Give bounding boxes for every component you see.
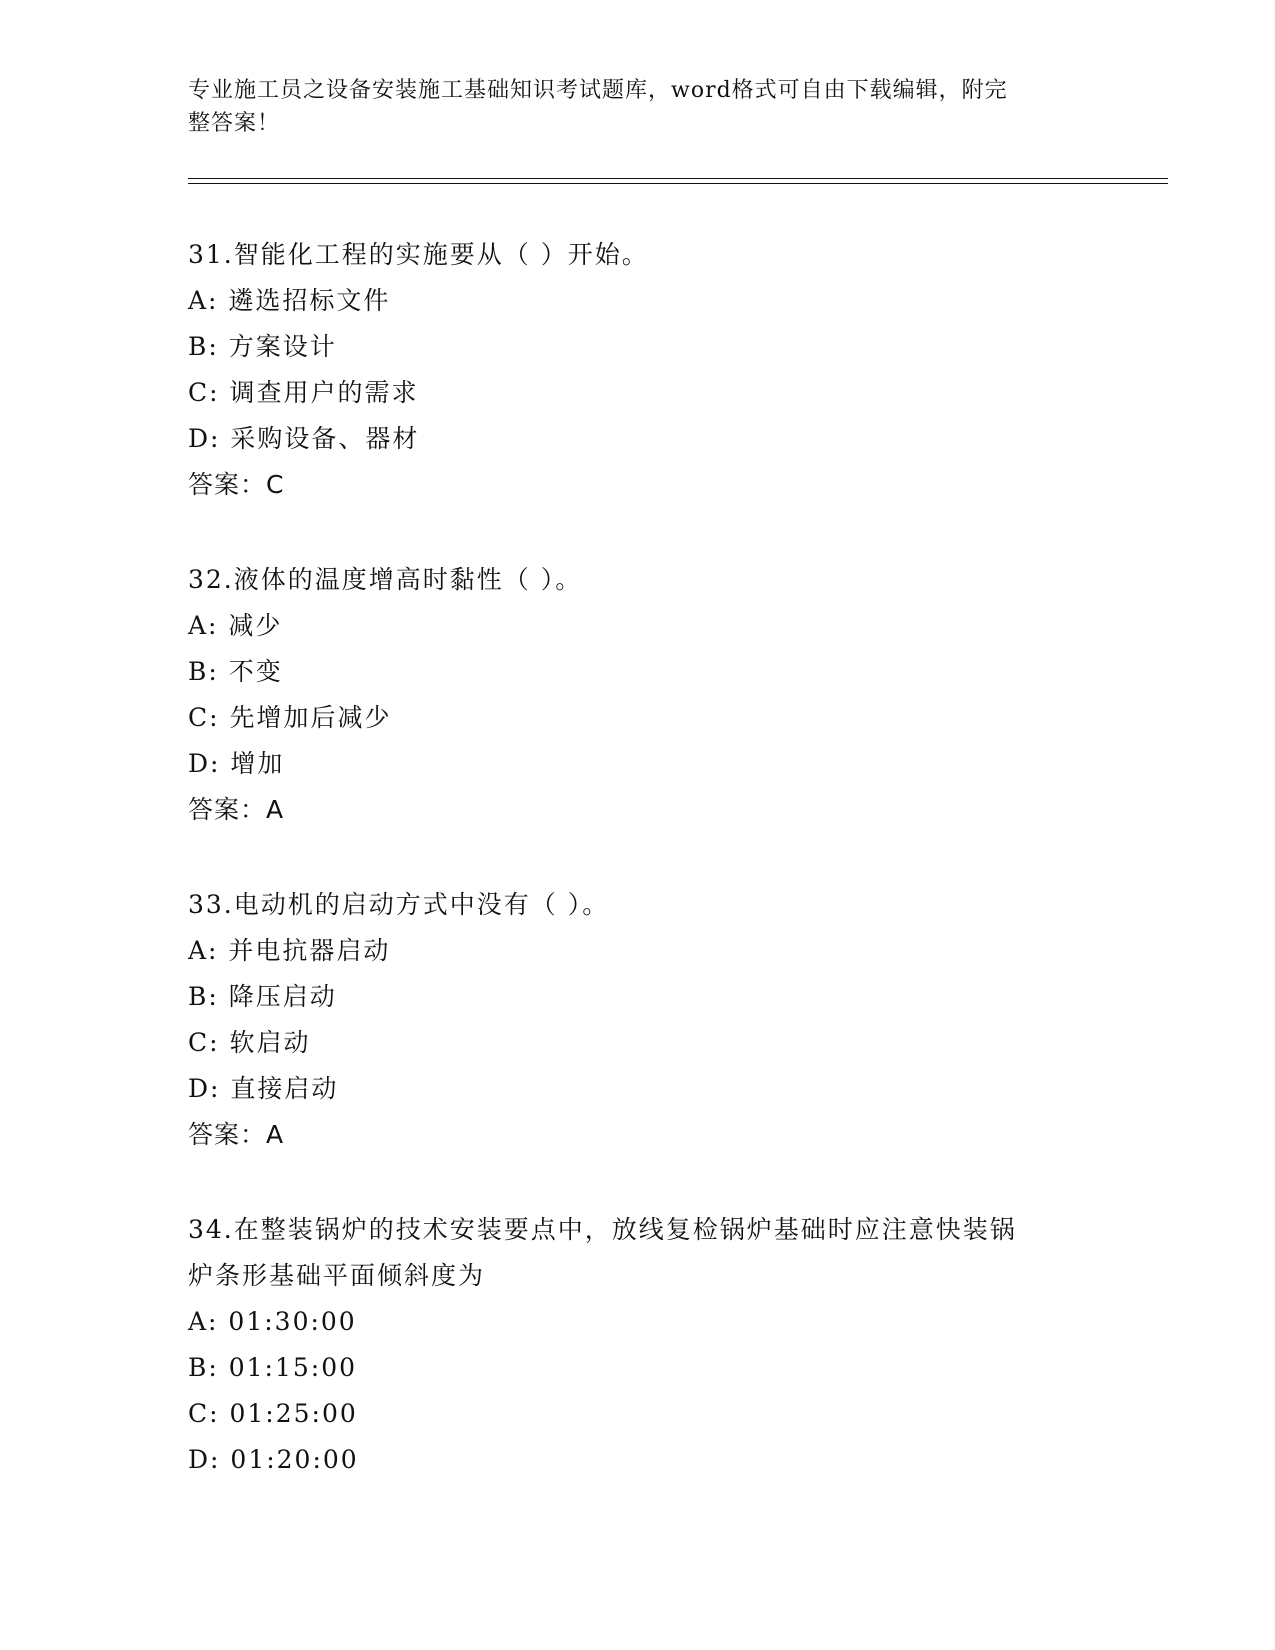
option-c: C: 调查用户的需求: [188, 378, 419, 407]
answer-line: 答案：C: [188, 470, 285, 499]
option-d: D: 采购设备、器材: [188, 424, 420, 453]
option-d: D: 直接启动: [188, 1074, 339, 1103]
question-31: [188, 232, 1128, 508]
option-b: B: 不变: [188, 657, 283, 686]
header-divider-top: [188, 178, 1168, 179]
option-a: A: 01:30:00: [188, 1307, 357, 1336]
option-b: B: 降压启动: [188, 982, 337, 1011]
option-c: C: 先增加后减少: [188, 703, 392, 732]
option-a: A: 减少: [188, 611, 283, 640]
header-line-2: 整答案！: [188, 111, 281, 136]
option-c: C: 软启动: [188, 1028, 311, 1057]
option-c: C: 01:25:00: [188, 1399, 358, 1428]
header-divider-bottom: [188, 183, 1168, 184]
question-32: [188, 557, 1128, 833]
option-b: B: 01:15:00: [188, 1353, 358, 1382]
question-stem: 32.液体的温度增高时黏性（ ）。: [188, 565, 583, 594]
header-line-1: 专业施工员之设备安装施工基础知识考试题库，word格式可自由下载编辑，附完: [188, 78, 1008, 103]
question-stem-line-2: 炉条形基础平面倾斜度为: [188, 1261, 486, 1290]
question-list: [188, 232, 1128, 1532]
question-stem: 33.电动机的启动方式中没有（ ）。: [188, 890, 610, 919]
answer-line: 答案：A: [188, 795, 285, 824]
option-a: A: 遴选招标文件: [188, 286, 391, 315]
question-stem-line-1: 34.在整装锅炉的技术安装要点中，放线复检锅炉基础时应注意快装锅: [188, 1215, 1017, 1244]
question-33: [188, 882, 1128, 1158]
option-d: D: 01:20:00: [188, 1445, 359, 1474]
option-b: B: 方案设计: [188, 332, 337, 361]
option-a: A: 并电抗器启动: [188, 936, 391, 965]
option-d: D: 增加: [188, 749, 285, 778]
question-stem: 31.智能化工程的实施要从（ ）开始。: [188, 240, 649, 269]
answer-line: 答案：A: [188, 1120, 285, 1149]
document-header: [188, 74, 1088, 140]
question-34: [188, 1207, 1128, 1483]
